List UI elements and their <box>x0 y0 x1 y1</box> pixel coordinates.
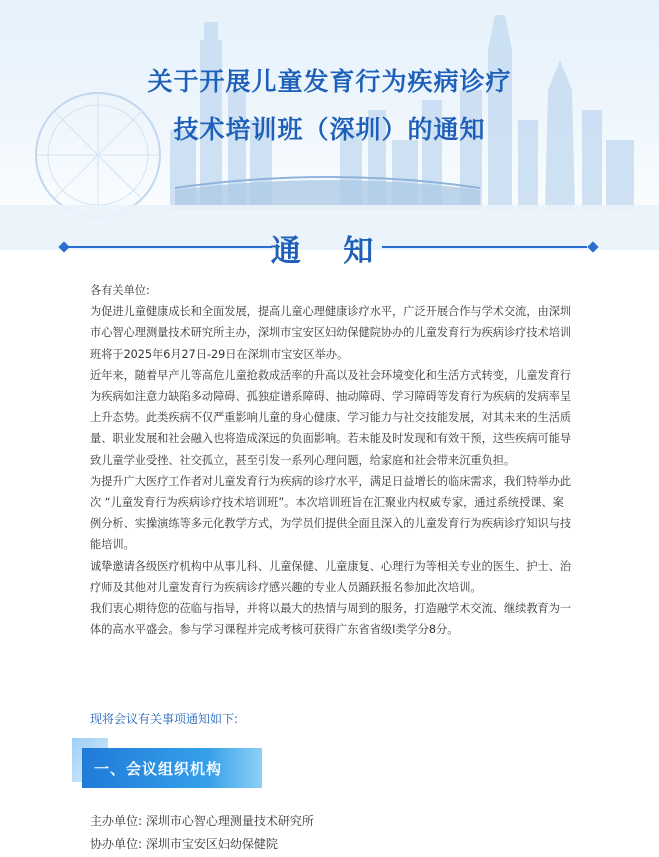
co-organizer-line: 协办单位: 深圳市宝安区妇幼保健院 <box>90 837 278 851</box>
organizer-line: 主办单位: 深圳市心智心理测量技术研究所 <box>90 814 314 828</box>
paragraph-3: 为提升广大医疗工作者对儿童发育行为疾病的诊疗水平，满足日益增长的临床需求，我们特举办此次 “儿童发育行为疾病诊疗技术培训班”。本次培训班旨在汇聚业内权威专家，通过系统授课、案例分析、实操演练等多元化教学方式，为学员们提供全面且深入的儿童发育行为疾病诊疗知识与技能培训。 <box>90 474 572 552</box>
section-header-organization <box>72 738 262 790</box>
title-line-2: 技术培训班（深圳）的通知 <box>173 115 486 144</box>
paragraph-1: 为促进儿童健康成长和全面发展，提高儿童心理健康诊疗水平，广泛开展合作与学术交流，由深圳市心智心理测量技术研究所主办，深圳市宝安区妇幼保健院协办的儿童发育行为疾病诊疗技术培训班将于2025年6月27日-29日在深圳市宝安区举办。 <box>90 305 572 361</box>
intro-note: 现将会议有关事项通知如下: <box>90 712 239 726</box>
title-line-1: 关于开展儿童发育行为疾病诊疗 <box>147 67 512 96</box>
paragraph-2: 近年来，随着早产儿等高危儿童抢救成活率的升高以及社会环境变化和生活方式转变，儿童发育行为疾病如注意力缺陷多动障碍、孤独症谱系障碍、抽动障碍、学习障碍等发育行为疾病的发病率呈上升态势。此类疾病不仅严重影响儿童的身心健康、学习能力与社交技能发展，对其未来的生活质量、职业发展和社会融入也将造成深远的负面影响。若未能及时发现和有效干预，这些疾病可能导致儿童学业受挫、社交孤立，甚至引发一系列心理问题，给家庭和社会带来沉重负担。 <box>90 368 572 467</box>
section-header-label: 一、会议组织机构 <box>94 760 223 778</box>
paragraph-4: 诚挚邀请各级医疗机构中从事儿科、儿童保健、儿童康复、心理行为等相关专业的医生、护士、治疗师及其他对儿童发育行为疾病诊疗感兴趣的专业人员踊跃报名参加此次培训。 <box>90 559 572 594</box>
notice-body <box>90 280 574 640</box>
salutation: 各有关单位: <box>90 284 150 297</box>
paragraph-5: 我们衷心期待您的莅临与指导，并将以最大的热情与周到的服务，打造融学术交流、继续教育为一体的高水平盛会。参与学习课程并完成考核可获得广东省省级I类学分8分。 <box>90 602 572 637</box>
header-banner <box>0 0 659 250</box>
notice-heading: 通 知 <box>270 234 390 269</box>
divider-bar-right <box>382 246 587 248</box>
divider-bar-left <box>68 246 272 248</box>
